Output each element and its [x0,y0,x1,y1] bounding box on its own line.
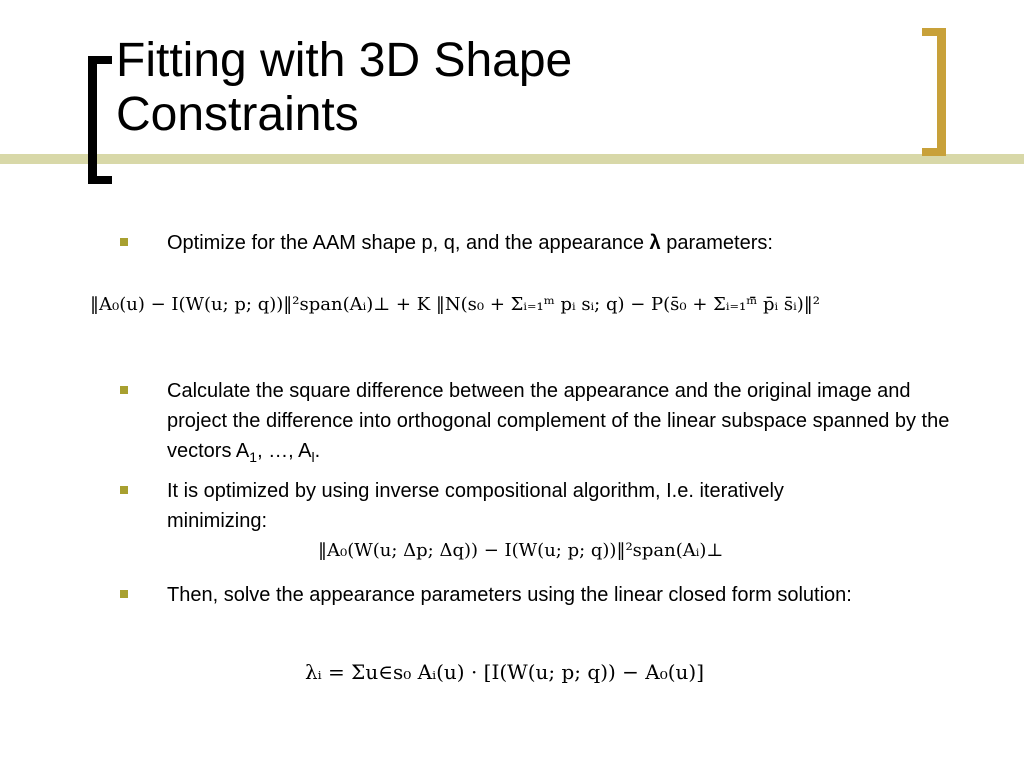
bullet-marker [120,386,128,394]
equation-objective: ‖A₀(u) − I(W(u; p; q))‖²span(Aᵢ)⊥ + K ‖N(s₀ + Σᵢ₌₁ᵐ pᵢ sᵢ; q) − P(s̄₀ + Σᵢ₌₁ᵐ̄ p̄ᵢ s̄ᵢ)‖² [90,294,820,315]
bullet-text-3: It is optimized by using inverse compositional algorithm, I.e. iteratively minimizing: [167,480,784,532]
left-bracket-decoration [88,56,112,184]
title-underline-bar [0,154,1024,164]
equation-closed-form-solution: λᵢ = Σu∈s₀ Aᵢ(u) · [I(W(u; p; q)) − A₀(u)] [305,660,705,684]
bullet-text-4: Then, solve the appearance parameters using the linear closed form solution: [167,584,852,606]
right-bracket-decoration [922,28,946,156]
title-line-1: Fitting with 3D Shape [116,34,573,87]
bullet-text-1: Optimize for the AAM shape p, q, and the appearance λ parameters: [167,232,773,254]
bullet-marker [120,238,128,246]
equation-inverse-compositional: ‖A₀(W(u; Δp; Δq)) − I(W(u; p; q))‖²span(Aᵢ)⊥ [318,540,724,561]
bullet-marker [120,486,128,494]
bullet-marker [120,590,128,598]
title-line-2: Constraints [116,88,359,141]
slide-title [116,34,896,142]
bullet-text-2: Calculate the square difference between the appearance and the original image and project the difference into orthogonal complement of the linear subspace spanned by the vectors $A_1$, …, $A_l$. [167,380,950,465]
